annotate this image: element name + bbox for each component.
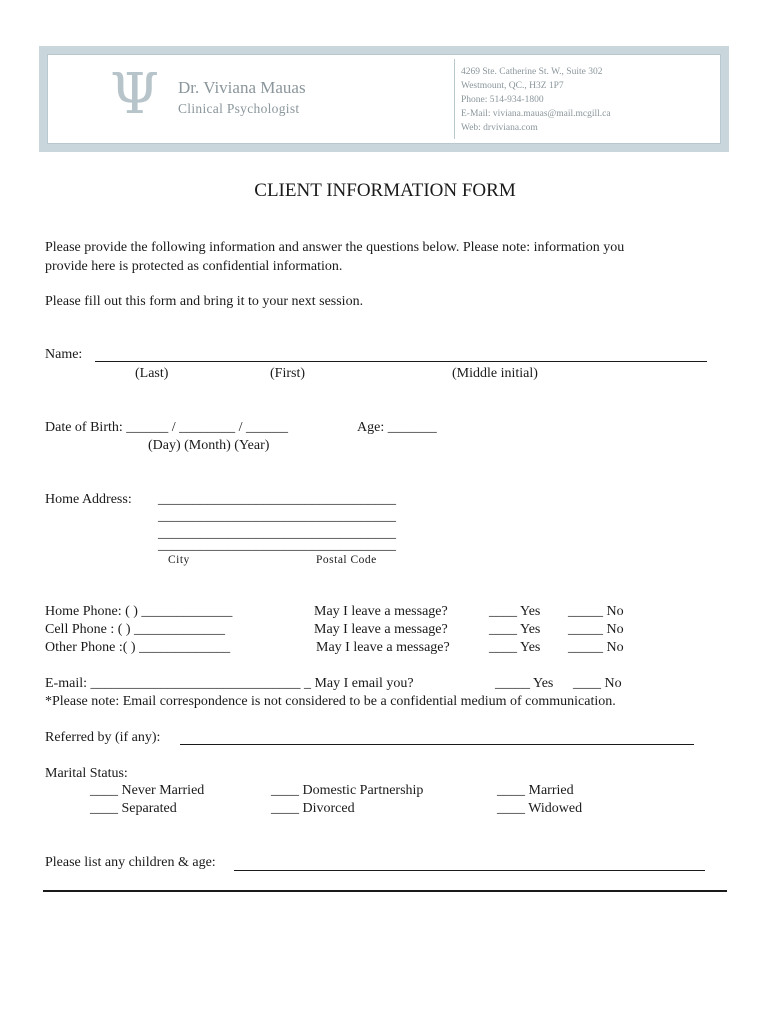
home-phone-message-question: May I leave a message? [314, 604, 448, 619]
email-confidentiality-note: *Please note: Email correspondence is not considered to be a confidential medium of communication. [45, 694, 616, 709]
email-yes-option[interactable]: _____ Yes [495, 676, 554, 691]
address-line-field-3[interactable]: __________________________________ [158, 526, 396, 541]
phone-line: Phone: 514-934-1800 [461, 95, 544, 105]
address-line-1: 4269 Ste. Catherine St. W., Suite 302 [461, 67, 603, 77]
referred-by-label: Referred by (if any): [45, 730, 161, 745]
children-field[interactable] [234, 870, 705, 871]
marital-status-label: Marital Status: [45, 766, 128, 781]
postal-code-caption: Postal Code [316, 554, 377, 566]
psi-logo-icon: Ψ [110, 62, 160, 127]
name-middle-caption: (Middle initial) [452, 366, 538, 381]
address-line-field-1[interactable]: __________________________________ [158, 492, 396, 507]
marital-option-separated[interactable]: ____ Separated [90, 801, 177, 816]
letterhead-panel [47, 54, 721, 144]
email-field[interactable]: E-mail: ______________________________ _ May I email you? [45, 676, 414, 691]
other-phone-field[interactable]: Other Phone :( ) _____________ [45, 640, 231, 655]
intro-line-2: provide here is protected as confidential information. [45, 259, 343, 274]
name-field[interactable] [95, 361, 707, 362]
practitioner-title: Clinical Psychologist [178, 101, 300, 116]
section-divider [43, 890, 727, 892]
dob-field[interactable]: Date of Birth: ______ / ________ / ______ [45, 420, 289, 435]
age-field[interactable]: Age: _______ [357, 420, 437, 435]
marital-option-widowed[interactable]: ____ Widowed [497, 801, 583, 816]
referred-by-field[interactable] [180, 744, 694, 745]
practitioner-name: Dr. Viviana Mauas [178, 78, 306, 97]
dob-captions: (Day) (Month) (Year) [148, 438, 270, 453]
cell-phone-yes-option[interactable]: ____ Yes [489, 622, 541, 637]
email-line: E-Mail: viviana.mauas@mail.mcgill.ca [461, 109, 611, 119]
name-first-caption: (First) [270, 366, 305, 381]
cell-phone-field[interactable]: Cell Phone : ( ) _____________ [45, 622, 226, 637]
form-title: CLIENT INFORMATION FORM [254, 180, 516, 201]
home-phone-field[interactable]: Home Phone: ( ) _____________ [45, 604, 233, 619]
city-caption: City [168, 554, 190, 566]
instruction-text: Please fill out this form and bring it to your next session. [45, 294, 364, 309]
other-phone-message-question: May I leave a message? [316, 640, 450, 655]
cell-phone-message-question: May I leave a message? [314, 622, 448, 637]
address-line-field-4[interactable]: __________________________________ [158, 538, 396, 553]
other-phone-yes-option[interactable]: ____ Yes [489, 640, 541, 655]
children-label: Please list any children & age: [45, 855, 216, 870]
letterhead [39, 46, 729, 152]
name-last-caption: (Last) [135, 366, 169, 381]
home-phone-no-option[interactable]: _____ No [568, 604, 624, 619]
home-address-label: Home Address: [45, 492, 132, 507]
home-phone-yes-option[interactable]: ____ Yes [489, 604, 541, 619]
web-line: Web: drviviana.com [461, 123, 538, 133]
cell-phone-no-option[interactable]: _____ No [568, 622, 624, 637]
address-line-2: Westmount, QC., H3Z 1P7 [461, 81, 564, 91]
letterhead-divider [454, 59, 455, 139]
other-phone-no-option[interactable]: _____ No [568, 640, 624, 655]
name-label: Name: [45, 347, 83, 362]
intro-line-1: Please provide the following information and answer the questions below. Please note: information you [45, 240, 625, 255]
address-line-field-2[interactable]: __________________________________ [158, 509, 396, 524]
marital-option-domestic-partnership[interactable]: ____ Domestic Partnership [271, 783, 424, 798]
marital-option-married[interactable]: ____ Married [497, 783, 574, 798]
email-no-option[interactable]: ____ No [573, 676, 622, 691]
marital-option-never-married[interactable]: ____ Never Married [90, 783, 205, 798]
marital-option-divorced[interactable]: ____ Divorced [271, 801, 355, 816]
